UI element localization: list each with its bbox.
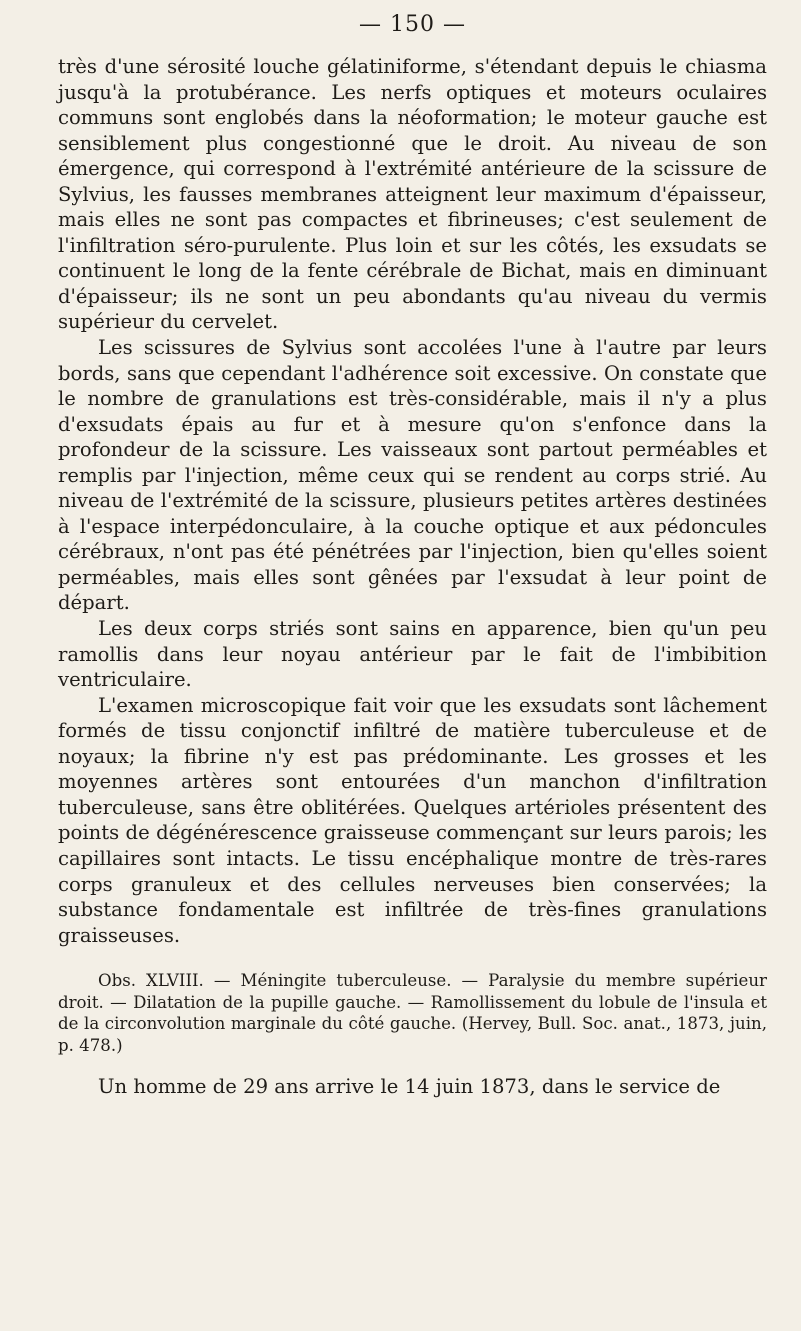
final-paragraph: Un homme de 29 ans arrive le 14 juin 1873, dans le service de — [98, 1075, 721, 1099]
body-text — [58, 54, 767, 948]
paragraph-1: très d'une sérosité louche gélatiniforme, s'étendant depuis le chiasma jusqu'à la protubérance. Les nerfs optiques et moteurs oculaires communs sont englobés dans la néoformation; le moteur gauche est sensiblement plus congestionné que le droit. Au niveau de son émergence, qui correspond à l'extrémité antérieure de la scissure de Sylvius, les fausses membranes atteignent leur maximum d'épaisseur, mais elles ne sont pas compactes et fibrineuses; c'est seulement de l'infiltration séro-purulente. Plus loin et sur les côtés, les exsudats se continuent le long de la fente cérébrale de Bichat, mais en diminuant d'épaisseur; ils ne sont un peu abondants qu'au niveau du vermis supérieur du cervelet. — [58, 55, 767, 334]
paragraph-3: Les deux corps striés sont sains en apparence, bien qu'un peu ramollis dans leur noyau antérieur par le fait de l'imbibition ventriculaire. — [58, 617, 767, 692]
paragraph-4: L'examen microscopique fait voir que les exsudats sont lâchement formés de tissu conjonctif infiltré de matière tuberculeuse et de noyaux; la fibrine n'y est pas prédominante. Les grosses et les moyennes artères sont entourées d'un manchon d'infiltration tuberculeuse, sans être oblitérées. Quelques artérioles présentent des points de dégénérescence graisseuse commençant sur leurs parois; les capillaires sont intacts. Le tissu encéphalique montre de très-rares corps granuleux et des cellules nerveuses bien conservées; la substance fondamentale est infiltrée de très-fines granulations graisseuses. — [58, 693, 767, 947]
observation-heading: Obs. XLVIII. — Méningite tuberculeuse. — Paralysie du membre supérieur droit. — Dilatation de la pupille gauche. — Ramollissement du lobule de l'insula et de la circonvolution marginale du côté gauche. (Hervey, Bull. Soc. anat., 1873, juin, p. 478.) — [58, 971, 767, 1055]
paragraph-2: Les scissures de Sylvius sont accolées l'une à l'autre par leurs bords, sans que cependant l'adhérence soit excessive. On constate que le nombre de granulations est très-considérable, mais il n'y a plus d'exsudats épais au fur et à mesure qu'on s'enfonce dans la profondeur de la scissure. Les vaisseaux sont partout perméables et remplis par l'injection, même ceux qui se rendent au corps strié. Au niveau de l'extrémité de la scissure, plusieurs petites artères destinées à l'espace interpédonculaire, à la couche optique et aux pédoncules cérébraux, n'ont pas été pénétrées par l'injection, bien qu'elles soient perméables, mais elles sont gênées par l'exsudat à leur point de départ. — [58, 336, 767, 615]
page-number: — 150 — — [359, 12, 466, 37]
